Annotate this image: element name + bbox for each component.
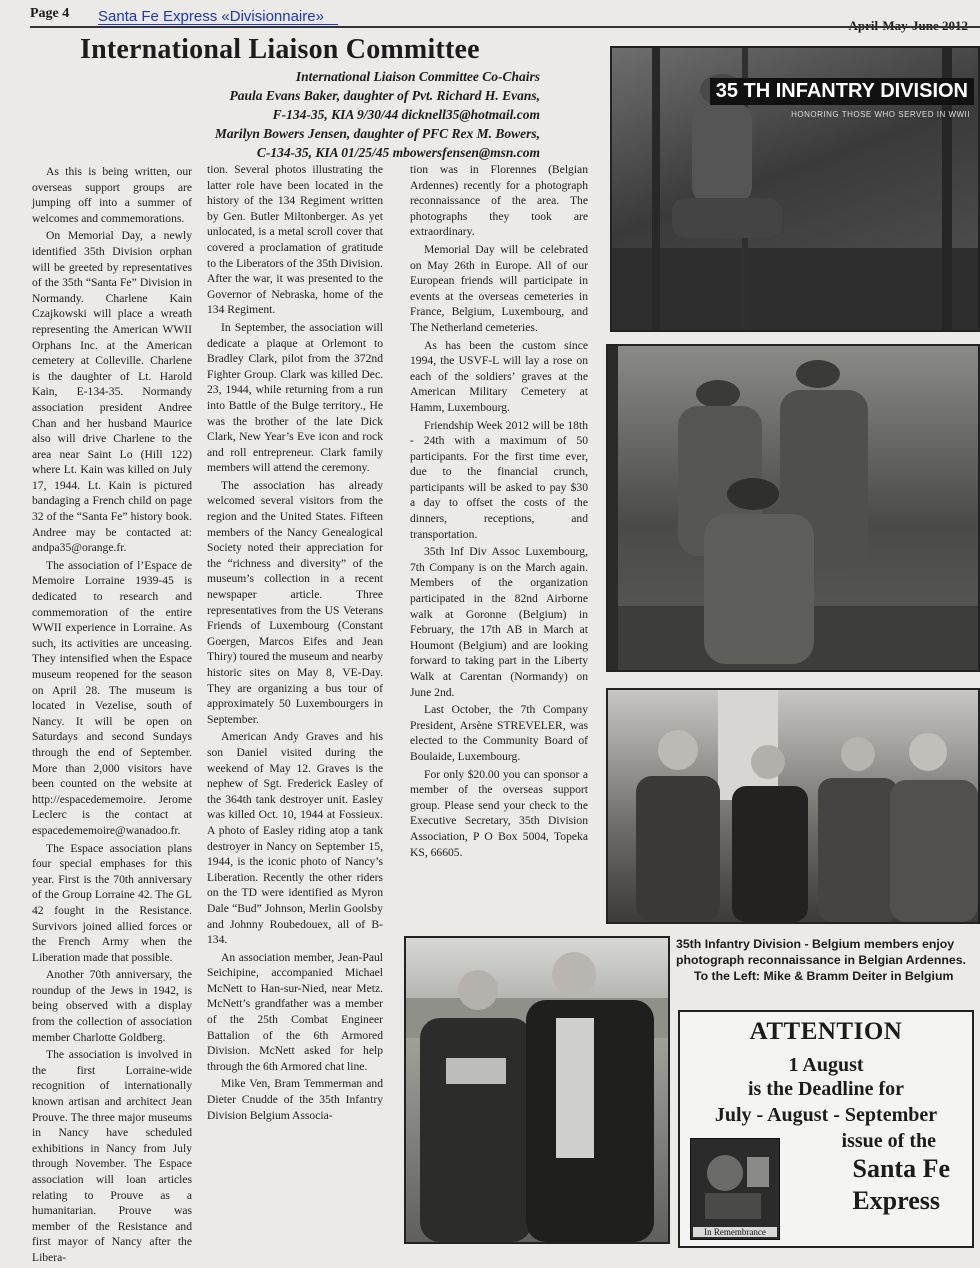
photo-group-men-art xyxy=(608,690,978,922)
page-number: Page 4 xyxy=(30,6,70,21)
article-byline xyxy=(110,67,540,162)
photo-group-men xyxy=(606,688,980,924)
publication-name: Santa Fe Express «Divisionnaire» xyxy=(98,8,324,25)
byline-line: C-134-35, KIA 01/25/45 mbowersfensen@msn.com xyxy=(256,145,540,160)
paragraph: The association is involved in the first Lorraine-wide recognition of internationally known artisan and architect Jean Prouve. The three major museums in Nancy have scheduled exhibitions in Nancy from July through November. The Espace association will loan articles relating to Prouve as a humanitarian. Prouve was member of the Resistance and first mayor of Nancy after the Libera- xyxy=(32,1048,192,1264)
paragraph: Last October, the 7th Company President, Arsène STREVELER, was elected to the Community Board of Boulaide, Luxembourg. xyxy=(410,703,588,763)
page-header xyxy=(0,0,980,33)
paragraph: 35th Inf Div Assoc Luxembourg, 7th Company is on the March again. Members of the organization participated in the 82nd Airborne walk at Goronne (Belgium) in February, the 17th AB in March at Houmont (Belgium) and are looking forward to taking part in the Liberty Walk at Carentan (Normandy) on June 2nd. xyxy=(410,545,588,699)
caption-belgium: 35th Infantry Division - Belgium members enjoy photograph reconnaissance in Belgian Ardennes. xyxy=(676,937,966,967)
poster-tag: In Remembrance xyxy=(693,1227,777,1237)
attention-deadline-date: 1 August xyxy=(788,1054,864,1076)
photo-three-soldiers-art xyxy=(608,346,978,670)
publication-underline xyxy=(98,24,338,25)
division-badge: 35 TH INFANTRY DIVISION xyxy=(710,78,974,105)
header-rule xyxy=(30,26,980,28)
byline-line: International Liaison Committee Co-Chairs xyxy=(295,69,540,84)
paragraph: The Espace association plans four special emphases for this year. First is the 70th anniversary of the Group Lorraine 42. The GL 42 fought in the Resistance. Survivors joined allied forces or the French Army when the Liberation made that possible. xyxy=(32,841,192,964)
attention-heading: ATTENTION xyxy=(749,1018,903,1045)
division-badge-subtitle: HONORING THOSE WHO SERVED IN WWII xyxy=(791,110,970,119)
paragraph: As this is being written, our overseas support groups are jumping off into a summer of welcomes and commemorations. xyxy=(32,165,192,225)
remembrance-poster-art xyxy=(691,1139,779,1239)
byline-line: Marilyn Bowers Jensen, daughter of PFC Rex M. Bowers, xyxy=(214,126,540,141)
paragraph: In September, the association will dedicate a plaque at Orlemont to Bradley Clark, pilot from the 372nd Fighter Group. Clark was killed Dec. 23, 1944, while returning from a run into Battle of the Bulge territory., He was the brother of the late Dick Clark, New Year’s Eve icon and rock and roll entrepreneur. Clark family members will attend the ceremony. xyxy=(207,320,383,475)
paragraph: tion was in Florennes (Belgian Ardennes) recently for a photograph reconnaissance of the area. The photographs they took are extraordinary. xyxy=(410,163,588,239)
byline-line: F-134-35, KIA 9/30/44 dicknell35@hotmail.com xyxy=(272,107,540,122)
attention-line: is the Deadline for xyxy=(747,1078,905,1100)
byline-line: Paula Evans Baker, daughter of Pvt. Richard H. Evans, xyxy=(229,88,540,103)
photo-soldier-forest xyxy=(610,46,980,332)
issue-date: April-May-June 2012 xyxy=(848,18,968,33)
attention-box xyxy=(678,1010,974,1248)
paragraph: As has been the custom since 1994, the USVF-L will lay a rose on each of the soldiers’ graves at the American Military Cemetery at Hamm, Luxembourg. xyxy=(410,338,588,414)
paragraph: The association of l’Espace de Memoire Lorraine 1939-45 is dedicated to research and commemoration of the entire WWII experience in Lorraine. As such, its activities are unceasing. They intensified when the Espace museum reopened for the season on April 28. The museum is located in Vezelise, south of Nancy. It will be open on Saturdays and second Sundays through the end of September. More than 2,000 visitors have been counted on the website at http://espacedememoire. Jerome Leclerc is the contact at espacedememoire@wanadoo.fr. xyxy=(32,558,192,837)
article-column-3 xyxy=(410,162,588,862)
caption-left-photo: To the Left: Mike & Bramm Deiter in Belgium xyxy=(694,969,954,983)
photo-caption xyxy=(676,936,976,984)
attention-months: July - August - September xyxy=(714,1104,938,1126)
attention-line: issue of the xyxy=(841,1130,936,1152)
article-column-2 xyxy=(207,162,383,1125)
remembrance-poster xyxy=(690,1138,780,1240)
paragraph: Mike Ven, Bram Temmerman and Dieter Cnudde of the 35th Infantry Division Belgium Associa- xyxy=(207,1077,383,1122)
paragraph: Another 70th anniversary, the roundup of the Jews in 1942, is being observed with a display from the collection of association member Charlotte Goldberg. xyxy=(32,968,192,1044)
photo-two-men xyxy=(404,936,670,1244)
paragraph: Memorial Day will be celebrated on May 26th in Europe. All of our European friends will participate in events at the overseas cemeteries in France, Belgium, Luxembourg, and The Netherland cemeteries. xyxy=(410,242,588,334)
paragraph: For only $20.00 you can sponsor a member of the overseas support group. Please send your check to the Executive Secretary, 35th Division Association, P O Box 5004, Topeka KS, 66605. xyxy=(410,767,588,859)
attention-publication: Santa Fe xyxy=(852,1154,950,1183)
paragraph: Friendship Week 2012 will be 18th - 24th with a maximum of 50 participants. For the first time ever, due to the financial crunch, participants will be asked to pay $30 a day to offset the costs of the dinners, receptions, and transportation. xyxy=(410,418,588,541)
paragraph: On Memorial Day, a newly identified 35th Division orphan will be greeted by representatives of the 35th “Santa Fe” Division in Normandy. Charlene Kain Czajkowski will place a wreath representing the American WWII Orphans Inc. at the American cemetery at Colleville. Charlene is the daughter of Lt. Harold Kain, E-134-35. Normandy association president Andree Chan and her husband Maurice also will drive Charlene to the area near Saint Lo (Hill 122) where Lt. Kain was killed on July 17, 1944. Lt. Kain is pictured bandaging a French child on page 32 of the “Santa Fe” history book. Andree may be contacted at: andpa35@orange.fr. xyxy=(32,229,192,555)
article-column-1 xyxy=(32,164,192,1268)
paragraph: tion. Several photos illustrating the latter role have been located in the history of the 134 Regiment written by Gen. Butler Miltonberger. As yet unlocated, is a metal scroll cover that covered a proclamation of gratitude to the Liberators of the 35th Division. After the war, it was presented to the Governor of Nebraska, home of the 134 Regiment. xyxy=(207,163,383,317)
article-title: International Liaison Committee xyxy=(80,34,480,65)
paragraph: An association member, Jean-Paul Seichipine, accompanied Michael McNett to Han-sur-Nied, near Metz. McNett’s grandfather was a member of the 25th Combat Engineer Battalion of the 6th Armored Division. McNett asked for help through the 6th Armored chat line. xyxy=(207,950,383,1073)
paragraph: The association has already welcomed several visitors from the region and the United States. Fifteen members of the Nancy Genealogical Society noted their appreciation for the “richness and diversity” of the museum’s collection in a recent newspaper article. Three representatives from the US Veterans Friends of Luxembourg (Constant Goergen, Marcos Eifes and Jean Thiry) toured the museum and nearby historic sites on May 8, VE-Day. They are organizing a bus tour of approximately 50 Luxembourgers in September. xyxy=(207,478,383,726)
attention-publication: Express xyxy=(852,1186,940,1215)
photo-two-men-art xyxy=(406,938,668,1242)
photo-three-soldiers xyxy=(606,344,980,672)
paragraph: American Andy Graves and his son Daniel visited during the weekend of May 12. Graves is the nephew of Sgt. Frederick Easley of the 364th tank destroyer unit. Easley was killed Oct. 10, 1944 at Fossieux. A photo of Easley riding atop a tank destroyer in Nancy on September 15, 1944, is the iconic photo of Nancy’s Liberation. Recently the other riders on the TD were identified as Myron Dale “Bud” Johnson, Merlin Goolsby and Johnny Roubedouex, all of B-134. xyxy=(207,730,383,947)
